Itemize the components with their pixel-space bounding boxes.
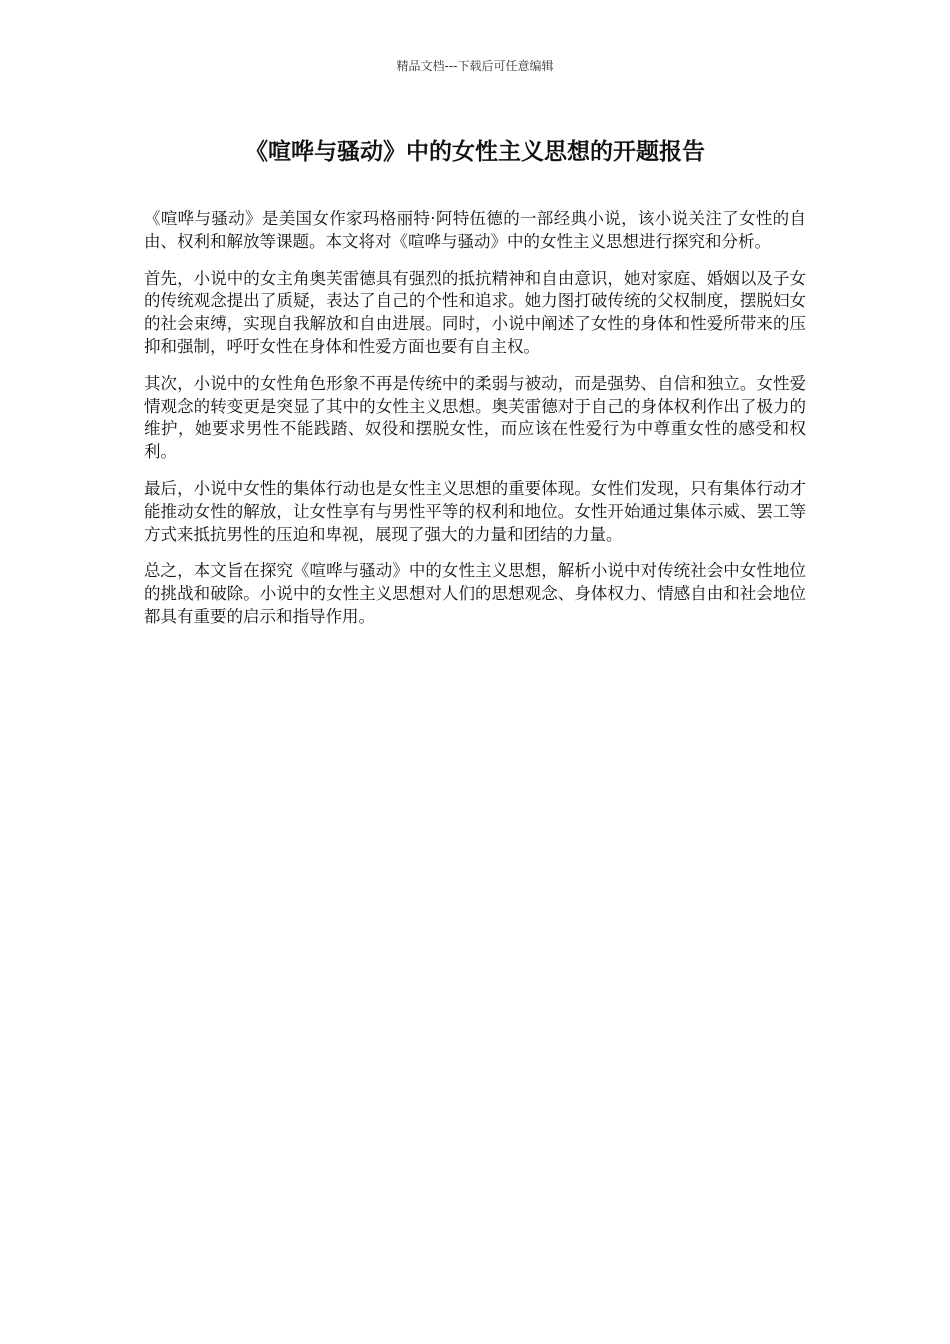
page-header-note: 精品文档---下载后可任意编辑: [396, 59, 554, 73]
paragraph-intro: 《喧哗与骚动》是美国女作家玛格丽特·阿特伍德的一部经典小说，该小说关注了女性的自由、权利和解放等课题。本文将对《喧哗与骚动》中的女性主义思想进行探究和分析。: [144, 209, 806, 251]
document-title: 《喧哗与骚动》中的女性主义思想的开题报告: [245, 139, 705, 165]
paragraph-third-point: 最后，小说中女性的集体行动也是女性主义思想的重要体现。女性们发现，只有集体行动才能推动女性的解放，让女性享有与男性平等的权利和地位。女性开始通过集体示威、罢工等方式来抵抗男性的压迫和卑视，展现了强大的力量和团结的力量。: [144, 478, 806, 544]
paragraph-second-point: 其次，小说中的女性角色形象不再是传统中的柔弱与被动，而是强势、自信和独立。女性爱情观念的转变更是突显了其中的女性主义思想。奥芙雷德对于自己的身体权利作出了极力的维护，她要求男性不能践踏、奴役和摆脱女性，而应该在性爱行为中尊重女性的感受和权利。: [144, 373, 806, 462]
paragraph-conclusion: 总之，本文旨在探究《喧哗与骚动》中的女性主义思想，解析小说中对传统社会中女性地位的挑战和破除。小说中的女性主义思想对人们的思想观念、身体权力、情感自由和社会地位都具有重要的启示和指导作用。: [144, 561, 806, 626]
document-body: [144, 208, 806, 643]
paragraph-first-point: 首先，小说中的女主角奥芙雷德具有强烈的抵抗精神和自由意识，她对家庭、婚姻以及子女的传统观念提出了质疑，表达了自己的个性和追求。她力图打破传统的父权制度，摆脱妇女的社会束缚，实现自我解放和自由进展。同时，小说中阐述了女性的身体和性爱所带来的压抑和强制，呼吁女性在身体和性爱方面也要有自主权。: [144, 268, 806, 356]
